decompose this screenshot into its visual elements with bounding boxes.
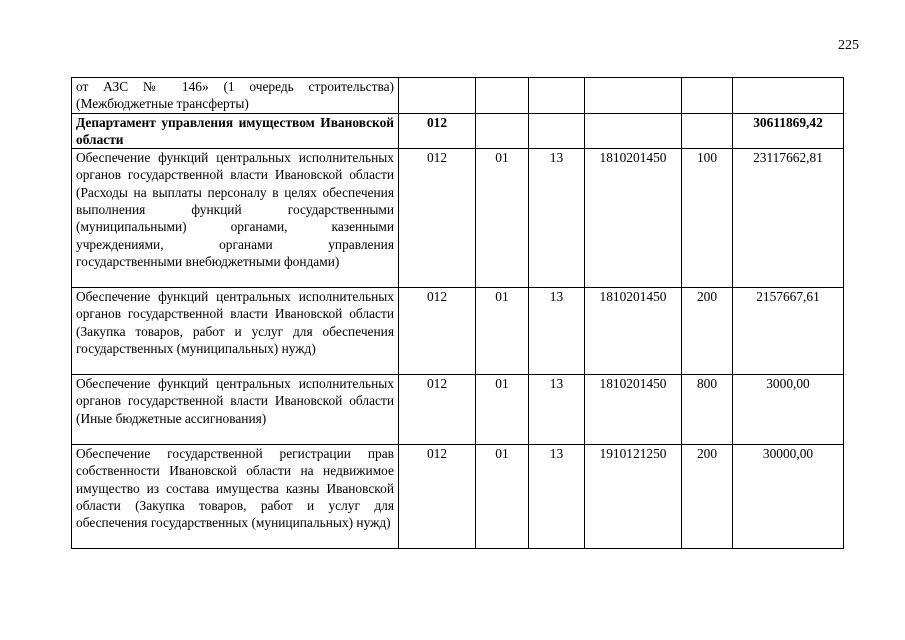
table-row [72, 445, 844, 549]
table-row [72, 113, 844, 149]
amount: 30000,00 [733, 445, 844, 549]
table-row [72, 78, 844, 114]
section-code [476, 78, 529, 114]
subsection-code: 13 [529, 149, 585, 288]
ministry-code: 012 [399, 445, 476, 549]
target-article-code [585, 113, 682, 149]
row-description: от АЗС № 146» (1 очередь строительства) (Межбюджетные трансферты) [72, 78, 399, 114]
row-description: Обеспечение функций центральных исполнительных органов государственной власти Ивановской области (Иные бюджетные ассигнования) [72, 375, 399, 445]
table-row [72, 288, 844, 375]
subsection-code: 13 [529, 445, 585, 549]
ministry-code: 012 [399, 113, 476, 149]
row-description: Обеспечение функций центральных исполнительных органов государственной власти Ивановской области (Закупка товаров, работ и услуг для обеспечения государственных (муниципальных) нужд) [72, 288, 399, 375]
target-article-code: 1810201450 [585, 288, 682, 375]
target-article-code [585, 78, 682, 114]
row-description: Департамент управления имуществом Ивановской области [72, 113, 399, 149]
section-code: 01 [476, 375, 529, 445]
expense-type-code: 200 [682, 288, 733, 375]
target-article-code: 1810201450 [585, 149, 682, 288]
section-code: 01 [476, 149, 529, 288]
amount: 30611869,42 [733, 113, 844, 149]
row-description: Обеспечение функций центральных исполнительных органов государственной власти Ивановской области (Расходы на выплаты персоналу в целях обеспечения выполнения функций государственными (муниципальными) органами, казенными учреждениями, органами управления государственными внебюджетными фондами) [72, 149, 399, 288]
expense-type-code: 200 [682, 445, 733, 549]
amount [733, 78, 844, 114]
section-code: 01 [476, 445, 529, 549]
table-row [72, 149, 844, 288]
expense-type-code [682, 113, 733, 149]
budget-table [71, 77, 844, 549]
table-row [72, 375, 844, 445]
section-code: 01 [476, 288, 529, 375]
ministry-code: 012 [399, 149, 476, 288]
subsection-code [529, 78, 585, 114]
expense-type-code: 800 [682, 375, 733, 445]
expense-type-code [682, 78, 733, 114]
target-article-code: 1810201450 [585, 375, 682, 445]
page-number: 225 [838, 38, 859, 53]
expense-type-code: 100 [682, 149, 733, 288]
row-description: Обеспечение государственной регистрации прав собственности Ивановской области на недвижимое имущество из состава имущества казны Ивановской области (Закупка товаров, работ и услуг для обеспечения государственных (муниципальных) нужд) [72, 445, 399, 549]
target-article-code: 1910121250 [585, 445, 682, 549]
amount: 23117662,81 [733, 149, 844, 288]
subsection-code: 13 [529, 375, 585, 445]
amount: 3000,00 [733, 375, 844, 445]
amount: 2157667,61 [733, 288, 844, 375]
subsection-code: 13 [529, 288, 585, 375]
ministry-code: 012 [399, 375, 476, 445]
ministry-code: 012 [399, 288, 476, 375]
subsection-code [529, 113, 585, 149]
ministry-code [399, 78, 476, 114]
section-code [476, 113, 529, 149]
